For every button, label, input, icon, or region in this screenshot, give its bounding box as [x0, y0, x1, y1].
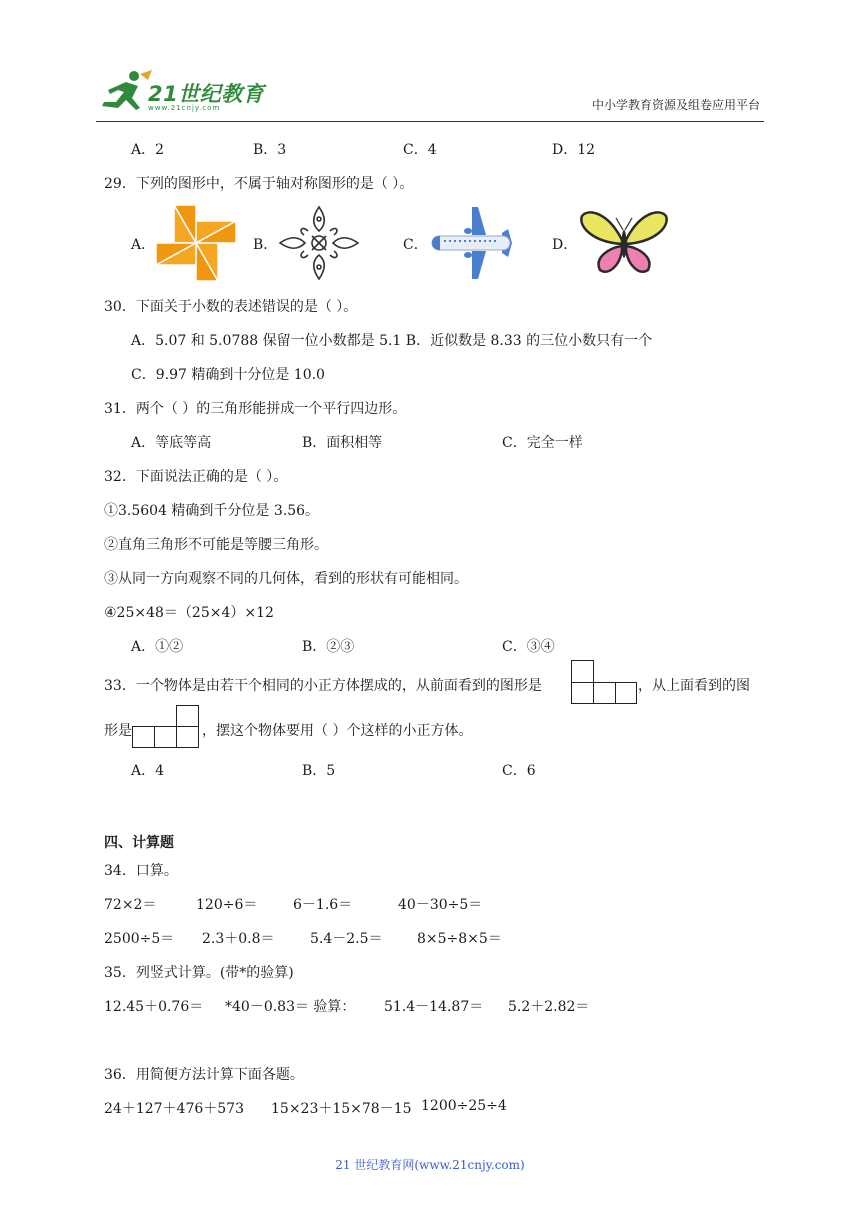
- q33-option-c: C．6: [502, 763, 536, 779]
- q34-item: 2500÷5＝: [104, 931, 175, 947]
- q34-item: 120÷6＝: [196, 897, 258, 913]
- q34-item: 40－30÷5＝: [398, 897, 483, 913]
- q35-item: 12.45＋0.76＝: [104, 999, 204, 1015]
- q34-item: 8×5÷8×5＝: [417, 931, 502, 947]
- q34-item: 72×2＝: [104, 897, 157, 913]
- platform-title: 中小学教育资源及组卷应用平台: [591, 98, 760, 112]
- q35-item: 51.4－14.87＝: [384, 999, 484, 1015]
- q34-item: 2.3＋0.8＝: [202, 931, 275, 947]
- q28-option-b: B．3: [253, 142, 287, 158]
- q35-item: 5.2＋2.82＝: [508, 999, 590, 1015]
- q28-option-d: D．12: [552, 142, 596, 158]
- q32-statement-4: ④25×48＝（25×4）×12: [104, 605, 274, 621]
- q32-statement-2: ②直角三角形不可能是等腰三角形。: [104, 537, 328, 553]
- q36-item: 1200÷25÷4: [421, 1098, 507, 1114]
- q32-statement-3: ③从同一方向观察不同的几何体，看到的形状有可能相同。: [104, 571, 468, 587]
- q36-item: 24＋127＋476＋573: [104, 1101, 244, 1117]
- airplane-icon: [428, 203, 516, 287]
- q32-option-b: B．②③: [302, 639, 355, 655]
- q32-stem: 32．下面说法正确的是（ ）。: [104, 469, 288, 485]
- q34-item: 5.4－2.5＝: [310, 931, 383, 947]
- q29-option-c: C．: [403, 237, 428, 253]
- q35-item: *40－0.83＝ 验算：: [225, 999, 356, 1015]
- q33-stem-part2: ，从上面看到的图: [638, 678, 750, 694]
- footer-link[interactable]: 21 世纪教育网(www.21cnjy.com): [335, 1158, 525, 1172]
- q36-stem: 36．用简便方法计算下面各题。: [104, 1067, 304, 1083]
- section-heading: 四、计算题: [104, 835, 174, 851]
- q35-stem: 35．列竖式计算。(带*的验算): [104, 965, 294, 981]
- q31-option-b: B．面积相等: [302, 435, 383, 451]
- q33-option-b: B．5: [302, 763, 336, 779]
- q32-statement-1: ①3.5604 精确到千分位是 3.56。: [104, 503, 320, 519]
- q33-stem-part4: ，摆这个物体要用（ ）个这样的小正方体。: [202, 723, 473, 739]
- q29-option-d: D．: [552, 237, 578, 253]
- q31-option-c: C．完全一样: [502, 435, 583, 451]
- q28-option-a: A．2: [131, 142, 165, 158]
- q31-stem: 31．两个（ ）的三角形能拼成一个平行四边形。: [104, 401, 407, 417]
- q29-stem: 29．下列的图形中，不属于轴对称图形的是（ ）。: [104, 176, 414, 192]
- q33-option-a: A．4: [131, 763, 165, 779]
- butterfly-icon: [578, 210, 670, 280]
- q36-item: 15×23＋15×78－15: [271, 1101, 412, 1117]
- front-view-figure: [571, 660, 637, 704]
- q30-stem: 30．下面关于小数的表述错误的是（ ）。: [104, 299, 358, 315]
- header-divider: [96, 121, 764, 122]
- ornament-icon: [278, 203, 360, 287]
- logo-text: 21世纪教育: [148, 82, 265, 106]
- q32-option-c: C．③④: [502, 639, 555, 655]
- q33-stem-part1: 33．一个物体是由若干个相同的小正方体摆成的，从前面看到的图形是: [104, 678, 542, 694]
- q29-option-a: A．: [131, 237, 156, 253]
- q30-option-c: C．9.97 精确到十分位是 10.0: [131, 367, 325, 383]
- runner-logo-icon: [96, 68, 156, 116]
- q34-item: 6－1.6＝: [293, 897, 353, 913]
- q30-options-ab: A．5.07 和 5.0788 保留一位小数都是 5.1 B．近似数是 8.33 的三位小数只有一个: [131, 333, 653, 349]
- q34-stem: 34．口算。: [104, 863, 178, 879]
- logo-url: www.21cnjy.com: [148, 104, 221, 112]
- q32-option-a: A．①②: [131, 639, 184, 655]
- q28-option-c: C．4: [403, 142, 437, 158]
- top-view-figure: [132, 705, 200, 748]
- q33-stem-part3: 形是: [104, 723, 132, 739]
- q31-option-a: A．等底等高: [131, 435, 212, 451]
- q29-option-b: B．: [253, 237, 278, 253]
- pinwheel-icon: [154, 203, 238, 287]
